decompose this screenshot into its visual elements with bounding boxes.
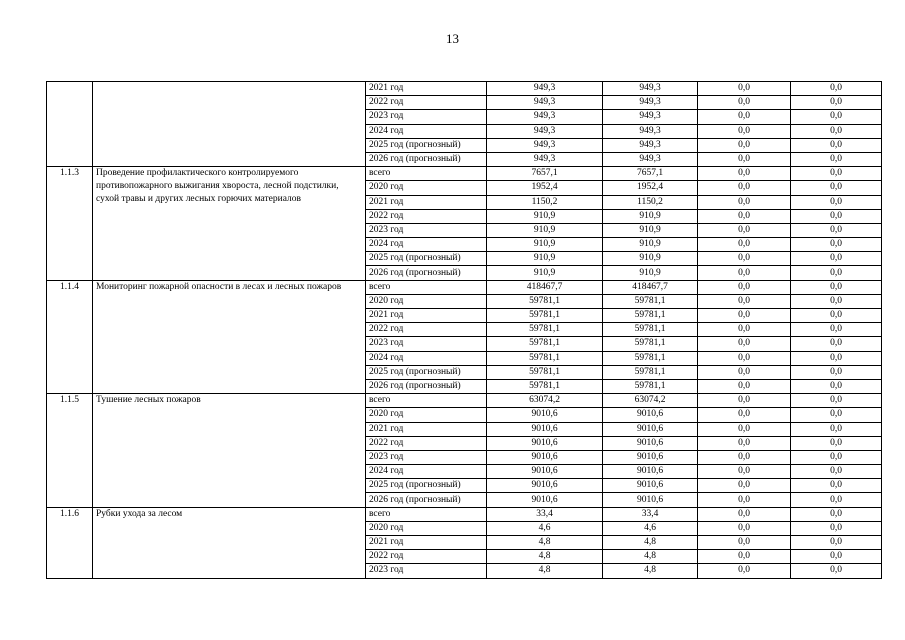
value-cell-v4: 0,0 (791, 379, 882, 393)
period-cell: 2025 год (прогнозный) (366, 479, 487, 493)
value-cell-v1: 9010,6 (487, 479, 603, 493)
value-cell-v1: 59781,1 (487, 294, 603, 308)
value-cell-v2: 9010,6 (603, 422, 698, 436)
value-cell-v4: 0,0 (791, 223, 882, 237)
period-cell: 2023 год (366, 110, 487, 124)
value-cell-v2: 59781,1 (603, 351, 698, 365)
value-cell-v4: 0,0 (791, 209, 882, 223)
value-cell-v1: 418467,7 (487, 280, 603, 294)
value-cell-v2: 949,3 (603, 110, 698, 124)
value-cell-v2: 4,8 (603, 536, 698, 550)
value-cell-v2: 949,3 (603, 152, 698, 166)
value-cell-v3: 0,0 (698, 252, 791, 266)
value-cell-v3: 0,0 (698, 337, 791, 351)
item-number: 1.1.6 (47, 507, 93, 578)
value-cell-v4: 0,0 (791, 351, 882, 365)
period-cell: 2024 год (366, 465, 487, 479)
value-cell-v2: 59781,1 (603, 323, 698, 337)
period-cell: 2026 год (прогнозный) (366, 266, 487, 280)
value-cell-v3: 0,0 (698, 280, 791, 294)
value-cell-v1: 949,3 (487, 152, 603, 166)
period-cell: 2020 год (366, 408, 487, 422)
value-cell-v2: 910,9 (603, 209, 698, 223)
period-cell: 2021 год (366, 422, 487, 436)
value-cell-v4: 0,0 (791, 422, 882, 436)
value-cell-v4: 0,0 (791, 365, 882, 379)
table-row (47, 280, 882, 294)
value-cell-v2: 7657,1 (603, 167, 698, 181)
item-name: Тушение лесных пожаров (93, 394, 366, 508)
value-cell-v2: 4,8 (603, 564, 698, 578)
value-cell-v3: 0,0 (698, 209, 791, 223)
period-cell: 2021 год (366, 82, 487, 96)
item-number: 1.1.5 (47, 394, 93, 508)
period-cell: 2021 год (366, 195, 487, 209)
value-cell-v1: 59781,1 (487, 379, 603, 393)
page-number: 13 (446, 31, 459, 46)
period-cell: 2022 год (366, 209, 487, 223)
value-cell-v4: 0,0 (791, 536, 882, 550)
value-cell-v2: 9010,6 (603, 450, 698, 464)
table-row (47, 394, 882, 408)
period-cell: 2024 год (366, 238, 487, 252)
value-cell-v3: 0,0 (698, 564, 791, 578)
value-cell-v4: 0,0 (791, 266, 882, 280)
value-cell-v4: 0,0 (791, 465, 882, 479)
value-cell-v4: 0,0 (791, 167, 882, 181)
value-cell-v4: 0,0 (791, 252, 882, 266)
value-cell-v2: 910,9 (603, 238, 698, 252)
value-cell-v4: 0,0 (791, 138, 882, 152)
value-cell-v1: 949,3 (487, 82, 603, 96)
value-cell-v2: 4,8 (603, 550, 698, 564)
value-cell-v4: 0,0 (791, 294, 882, 308)
period-cell: 2020 год (366, 521, 487, 535)
value-cell-v1: 59781,1 (487, 351, 603, 365)
value-cell-v1: 1150,2 (487, 195, 603, 209)
value-cell-v4: 0,0 (791, 436, 882, 450)
value-cell-v3: 0,0 (698, 422, 791, 436)
value-cell-v1: 9010,6 (487, 436, 603, 450)
value-cell-v4: 0,0 (791, 493, 882, 507)
value-cell-v2: 418467,7 (603, 280, 698, 294)
item-number: 1.1.3 (47, 167, 93, 281)
value-cell-v1: 910,9 (487, 238, 603, 252)
item-name: Проведение профилактического контролируемого противопожарного выжигания хвороста, лесной подстилки, сухой травы и других лесных горючих материалов (93, 167, 366, 281)
item-name (93, 82, 366, 167)
value-cell-v2: 59781,1 (603, 337, 698, 351)
value-cell-v2: 1150,2 (603, 195, 698, 209)
value-cell-v2: 949,3 (603, 96, 698, 110)
value-cell-v3: 0,0 (698, 450, 791, 464)
value-cell-v3: 0,0 (698, 550, 791, 564)
value-cell-v3: 0,0 (698, 96, 791, 110)
value-cell-v1: 4,8 (487, 550, 603, 564)
period-cell: 2022 год (366, 436, 487, 450)
value-cell-v1: 949,3 (487, 96, 603, 110)
value-cell-v4: 0,0 (791, 280, 882, 294)
period-cell: 2026 год (прогнозный) (366, 152, 487, 166)
value-cell-v4: 0,0 (791, 394, 882, 408)
period-cell: 2021 год (366, 309, 487, 323)
value-cell-v3: 0,0 (698, 379, 791, 393)
value-cell-v3: 0,0 (698, 323, 791, 337)
value-cell-v2: 9010,6 (603, 436, 698, 450)
value-cell-v4: 0,0 (791, 507, 882, 521)
value-cell-v1: 910,9 (487, 209, 603, 223)
period-cell: всего (366, 280, 487, 294)
value-cell-v4: 0,0 (791, 337, 882, 351)
value-cell-v2: 9010,6 (603, 465, 698, 479)
value-cell-v1: 33,4 (487, 507, 603, 521)
value-cell-v4: 0,0 (791, 309, 882, 323)
value-cell-v1: 910,9 (487, 266, 603, 280)
value-cell-v4: 0,0 (791, 564, 882, 578)
value-cell-v1: 9010,6 (487, 493, 603, 507)
period-cell: 2026 год (прогнозный) (366, 379, 487, 393)
period-cell: 2023 год (366, 337, 487, 351)
period-cell: 2024 год (366, 351, 487, 365)
value-cell-v1: 9010,6 (487, 450, 603, 464)
period-cell: всего (366, 507, 487, 521)
value-cell-v1: 59781,1 (487, 323, 603, 337)
value-cell-v2: 59781,1 (603, 365, 698, 379)
value-cell-v3: 0,0 (698, 82, 791, 96)
value-cell-v2: 59781,1 (603, 294, 698, 308)
value-cell-v2: 949,3 (603, 82, 698, 96)
period-cell: 2020 год (366, 181, 487, 195)
value-cell-v4: 0,0 (791, 96, 882, 110)
value-cell-v4: 0,0 (791, 238, 882, 252)
value-cell-v2: 63074,2 (603, 394, 698, 408)
period-cell: 2021 год (366, 536, 487, 550)
period-cell: 2023 год (366, 450, 487, 464)
period-cell: 2023 год (366, 223, 487, 237)
value-cell-v1: 9010,6 (487, 422, 603, 436)
value-cell-v4: 0,0 (791, 152, 882, 166)
value-cell-v4: 0,0 (791, 479, 882, 493)
period-cell: 2020 год (366, 294, 487, 308)
value-cell-v4: 0,0 (791, 124, 882, 138)
value-cell-v1: 63074,2 (487, 394, 603, 408)
value-cell-v4: 0,0 (791, 323, 882, 337)
value-cell-v1: 1952,4 (487, 181, 603, 195)
value-cell-v1: 59781,1 (487, 365, 603, 379)
value-cell-v3: 0,0 (698, 138, 791, 152)
value-cell-v3: 0,0 (698, 167, 791, 181)
value-cell-v2: 910,9 (603, 266, 698, 280)
value-cell-v4: 0,0 (791, 181, 882, 195)
value-cell-v3: 0,0 (698, 181, 791, 195)
budget-table-body (47, 82, 882, 579)
value-cell-v1: 9010,6 (487, 408, 603, 422)
period-cell: 2025 год (прогнозный) (366, 138, 487, 152)
value-cell-v3: 0,0 (698, 309, 791, 323)
value-cell-v3: 0,0 (698, 110, 791, 124)
value-cell-v3: 0,0 (698, 521, 791, 535)
value-cell-v2: 33,4 (603, 507, 698, 521)
value-cell-v1: 949,3 (487, 138, 603, 152)
value-cell-v1: 910,9 (487, 252, 603, 266)
period-cell: всего (366, 167, 487, 181)
table-row (47, 82, 882, 96)
value-cell-v1: 949,3 (487, 124, 603, 138)
value-cell-v4: 0,0 (791, 408, 882, 422)
item-number (47, 82, 93, 167)
value-cell-v1: 910,9 (487, 223, 603, 237)
period-cell: 2023 год (366, 564, 487, 578)
value-cell-v2: 9010,6 (603, 408, 698, 422)
value-cell-v4: 0,0 (791, 110, 882, 124)
value-cell-v3: 0,0 (698, 266, 791, 280)
value-cell-v2: 949,3 (603, 124, 698, 138)
item-number: 1.1.4 (47, 280, 93, 394)
value-cell-v3: 0,0 (698, 124, 791, 138)
value-cell-v4: 0,0 (791, 521, 882, 535)
value-cell-v1: 4,8 (487, 564, 603, 578)
table-row (47, 507, 882, 521)
value-cell-v3: 0,0 (698, 493, 791, 507)
period-cell: 2025 год (прогнозный) (366, 252, 487, 266)
value-cell-v3: 0,0 (698, 351, 791, 365)
period-cell: 2025 год (прогнозный) (366, 365, 487, 379)
value-cell-v3: 0,0 (698, 465, 791, 479)
value-cell-v4: 0,0 (791, 450, 882, 464)
value-cell-v3: 0,0 (698, 436, 791, 450)
period-cell: 2022 год (366, 323, 487, 337)
value-cell-v3: 0,0 (698, 507, 791, 521)
value-cell-v2: 949,3 (603, 138, 698, 152)
value-cell-v2: 910,9 (603, 252, 698, 266)
value-cell-v4: 0,0 (791, 195, 882, 209)
value-cell-v1: 7657,1 (487, 167, 603, 181)
value-cell-v3: 0,0 (698, 365, 791, 379)
value-cell-v3: 0,0 (698, 152, 791, 166)
value-cell-v2: 1952,4 (603, 181, 698, 195)
value-cell-v3: 0,0 (698, 479, 791, 493)
value-cell-v2: 9010,6 (603, 479, 698, 493)
item-name: Мониторинг пожарной опасности в лесах и лесных пожаров (93, 280, 366, 394)
budget-table (46, 81, 882, 579)
value-cell-v4: 0,0 (791, 82, 882, 96)
table-row (47, 167, 882, 181)
value-cell-v1: 59781,1 (487, 309, 603, 323)
value-cell-v3: 0,0 (698, 394, 791, 408)
value-cell-v3: 0,0 (698, 195, 791, 209)
value-cell-v1: 4,8 (487, 536, 603, 550)
value-cell-v2: 59781,1 (603, 379, 698, 393)
value-cell-v2: 59781,1 (603, 309, 698, 323)
value-cell-v2: 4,6 (603, 521, 698, 535)
value-cell-v3: 0,0 (698, 536, 791, 550)
item-name: Рубки ухода за лесом (93, 507, 366, 578)
value-cell-v2: 9010,6 (603, 493, 698, 507)
value-cell-v2: 910,9 (603, 223, 698, 237)
period-cell: 2024 год (366, 124, 487, 138)
value-cell-v3: 0,0 (698, 408, 791, 422)
value-cell-v1: 9010,6 (487, 465, 603, 479)
value-cell-v3: 0,0 (698, 223, 791, 237)
value-cell-v4: 0,0 (791, 550, 882, 564)
period-cell: 2022 год (366, 96, 487, 110)
value-cell-v3: 0,0 (698, 294, 791, 308)
period-cell: 2026 год (прогнозный) (366, 493, 487, 507)
value-cell-v1: 949,3 (487, 110, 603, 124)
period-cell: всего (366, 394, 487, 408)
value-cell-v1: 4,6 (487, 521, 603, 535)
value-cell-v3: 0,0 (698, 238, 791, 252)
value-cell-v1: 59781,1 (487, 337, 603, 351)
period-cell: 2022 год (366, 550, 487, 564)
